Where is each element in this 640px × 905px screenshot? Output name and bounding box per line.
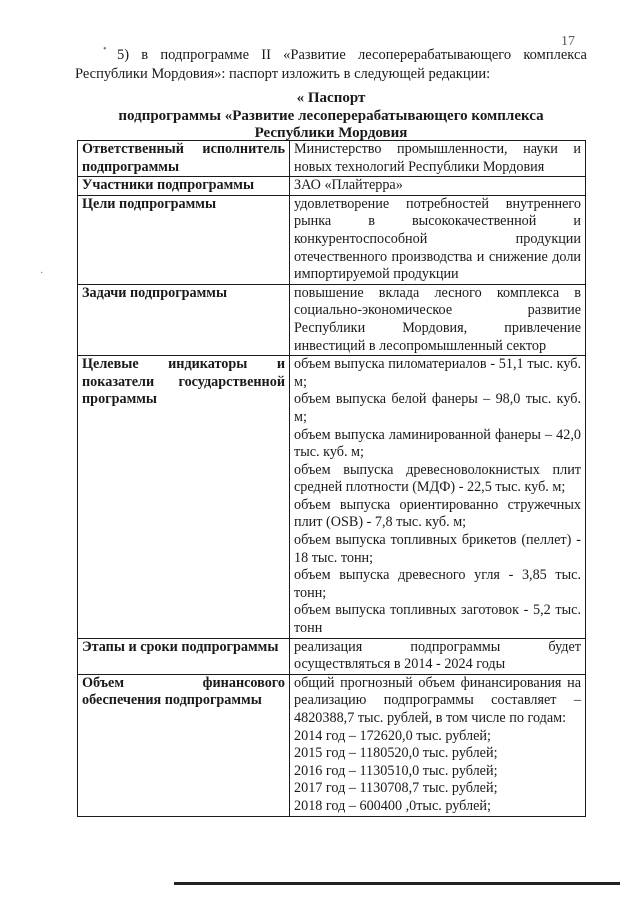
row-label: Участники подпрограммы <box>78 177 290 196</box>
row-content-line: общий прогнозный объем финансирования на реализацию подпрограммы составляет – 4820388,7 тыс. рублей, в том числе по годам: <box>294 674 581 726</box>
row-content-line: 2017 год – 1130708,7 тыс. рублей; <box>294 780 498 797</box>
passport-table <box>77 140 586 817</box>
passport-row <box>78 195 586 284</box>
row-label: Этапы и сроки подпрограммы <box>78 638 290 674</box>
passport-row <box>78 356 586 639</box>
row-content-line: объем выпуска древесного угля - 3,85 тыс. тонн; <box>294 567 581 601</box>
row-content-line: объем выпуска ориентированно стружечных плит (OSB) - 7,8 тыс. куб. м; <box>294 496 581 531</box>
row-content-line: реализация подпрограммы будет осуществляться в 2014 - 2024 годы <box>294 638 581 673</box>
row-content <box>290 195 586 284</box>
intro-text: 5) в подпрограмме II «Развитие лесоперерабатывающего комплекса Республики Мордовия»: паспорт изложить в следующей редакции: <box>75 47 587 82</box>
row-content <box>290 638 586 674</box>
row-content-line: повышение вклада лесного комплекса в социально-экономическое развитие Республики Мордовия, привлечение инвестиций в лесопромышленный сектор <box>294 284 581 354</box>
row-content <box>290 356 586 639</box>
row-content-line: 2018 год – 600400 ,0тыс. рублей; <box>294 797 491 814</box>
row-label: Задачи подпрограммы <box>78 284 290 355</box>
row-content <box>290 284 586 355</box>
passport-title: « Паспорт <box>296 90 366 106</box>
row-content <box>290 674 586 816</box>
row-content-line: 2015 год – 1180520,0 тыс. рублей; <box>294 745 498 762</box>
row-content <box>290 141 586 177</box>
passport-row <box>78 284 586 355</box>
row-label: Целевые индикаторы и показатели государственной программы <box>78 356 290 639</box>
row-content-line: объем выпуска ламинированной фанеры – 42,0 тыс. куб. м; <box>294 426 581 461</box>
passport-row <box>78 141 586 177</box>
row-content-line: объем выпуска топливных брикетов (пеллет) - 18 тыс. тонн; <box>294 532 581 566</box>
row-label: Ответственный исполнитель подпрограммы <box>78 141 290 177</box>
page-number: 17 <box>561 34 575 49</box>
passport-row <box>78 674 586 816</box>
passport-row <box>78 177 586 196</box>
row-label: Цели подпрограммы <box>78 195 290 284</box>
row-content-line: объем выпуска пиломатериалов - 51,1 тыс. куб. м; <box>294 356 581 390</box>
row-content-line: объем выпуска древесноволокнистых плит средней плотности (МДФ) - 22,5 тыс. куб. м; <box>294 461 581 496</box>
row-content-line: Министерство промышленности, науки и новых технологий Республики Мордовия <box>294 141 581 175</box>
row-content-line: удовлетворение потребностей внутреннего рынка в высококачественной и конкурентоспособной продукции отечественного производства и снижение доли импортируемой продукции <box>294 195 581 283</box>
subprogram-title: подпрограммы «Развитие лесоперерабатывающего комплекса <box>118 108 544 124</box>
bottom-rule <box>174 882 620 885</box>
row-content-line: 2016 год – 1130510,0 тыс. рублей; <box>294 762 498 779</box>
row-content-line: объем выпуска топливных заготовок - 5,2 тыс. тонн <box>294 602 581 637</box>
row-label: Объем финансового обеспечения подпрограммы <box>78 674 290 816</box>
row-content <box>290 177 586 196</box>
row-content-line: объем выпуска белой фанеры – 98,0 тыс. куб. м; <box>294 391 581 425</box>
row-content-line: ЗАО «Плайтерра» <box>294 177 403 194</box>
intro-paragraph <box>75 46 587 84</box>
subprogram-title-region: Республики Мордовия <box>254 125 408 141</box>
scan-speck: • <box>103 44 107 55</box>
scan-speck: · <box>40 268 44 279</box>
row-content-line: 2014 год – 172620,0 тыс. рублей; <box>294 727 491 744</box>
passport-row <box>78 638 586 674</box>
